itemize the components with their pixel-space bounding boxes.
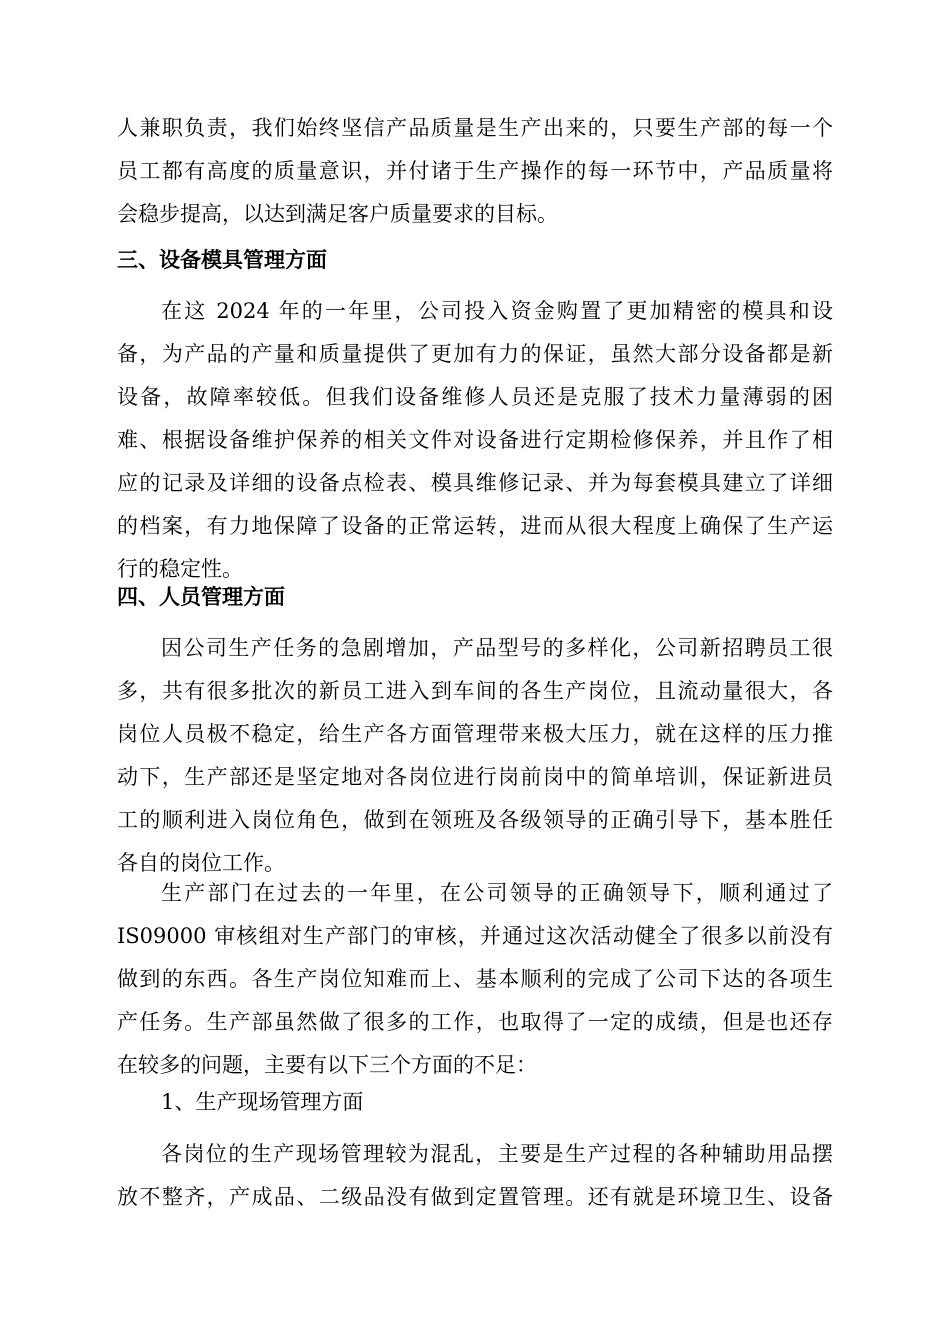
text-line: 员工都有高度的质量意识，并付诸于生产操作的每一环节中，产品质量将	[117, 159, 833, 183]
section-heading-personnel	[117, 576, 833, 619]
text-line: 的档案，有力地保障了设备的正常运转，进而从很大程度上确保了生产运	[117, 514, 833, 538]
text-line: 多，共有很多批次的新员工进入到车间的各生产岗位，且流动量很大，各	[117, 679, 833, 703]
section-heading-equipment	[117, 239, 833, 282]
text-line: 因公司生产任务的急剧增加，产品型号的多样化，公司新招聘员工很	[161, 636, 833, 660]
text-line: 工的顺利进入岗位角色，做到在领班及各级领导的正确引导下，基本胜任	[117, 808, 833, 832]
paragraph-quality-continuation	[117, 107, 833, 236]
text-line: 人兼职负责，我们始终坚信产品质量是生产出来的，只要生产部的每一个	[117, 116, 833, 140]
subsection-heading-text: 1、生产现场管理方面	[161, 1090, 364, 1114]
paragraph-equipment	[117, 290, 833, 591]
text-line: 生产部门在过去的一年里，在公司领导的正确领导下，顺利通过了	[161, 881, 833, 905]
text-line: 难、根据设备维护保养的相关文件对设备进行定期检修保养，并且作了相	[117, 428, 833, 452]
paragraph-personnel	[117, 627, 833, 885]
text-line: 做到的东西。各生产岗位知难而上、基本顺利的完成了公司下达的各项生	[117, 967, 833, 991]
text-line: 各自的岗位工作。	[117, 851, 285, 875]
text-line: 应的记录及详细的设备点检表、模具维修记录、并为每套模具建立了详细	[117, 471, 833, 495]
text-line: 动下，生产部还是坚定地对各岗位进行岗前岗中的简单培训，保证新进员	[117, 765, 833, 789]
text-line: 放不整齐，产成品、二级品没有做到定置管理。还有就是环境卫生、设备	[117, 1185, 833, 1209]
section-heading-text: 四、人员管理方面	[117, 585, 285, 609]
text-line: 在较多的问题，主要有以下三个方面的不足：	[117, 1053, 537, 1077]
subsection-heading-site-management	[117, 1081, 833, 1124]
text-line: 会稳步提高，以达到满足客户质量要求的目标。	[117, 202, 558, 226]
paragraph-summary	[117, 872, 833, 1087]
text-line: 在这 2024 年的一年里，公司投入资金购置了更加精密的模具和设	[161, 299, 833, 323]
text-line: 各岗位的生产现场管理较为混乱，主要是生产过程的各种辅助用品摆	[161, 1142, 833, 1166]
section-heading-text: 三、设备模具管理方面	[117, 248, 327, 272]
text-line: 产任务。生产部虽然做了很多的工作，也取得了一定的成绩，但是也还存	[117, 1010, 833, 1034]
text-line: 行的稳定性。	[117, 557, 243, 581]
text-line: 岗位人员极不稳定，给生产各方面管理带来极大压力，就在这样的压力推	[117, 722, 833, 746]
text-line: IS09000 审核组对生产部门的审核，并通过这次活动健全了很多以前没有	[117, 924, 833, 948]
text-line: 设备，故障率较低。但我们设备维修人员还是克服了技术力量薄弱的困	[117, 385, 833, 409]
text-line: 备，为产品的产量和质量提供了更加有力的保证，虽然大部分设备都是新	[117, 342, 833, 366]
paragraph-site-management	[117, 1133, 833, 1219]
